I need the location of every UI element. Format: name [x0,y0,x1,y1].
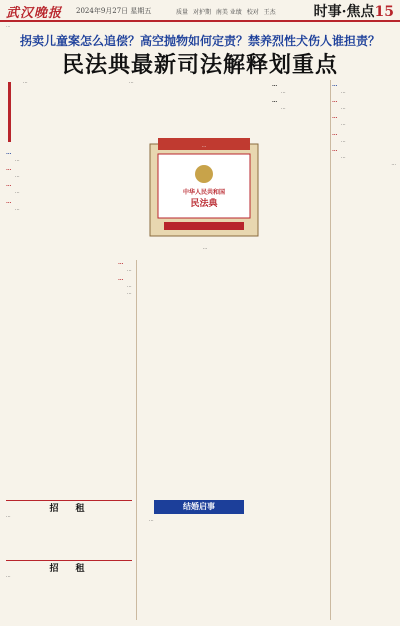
kicker-line: … [6,24,11,29]
left-column [6,148,132,440]
section-prefix: 时事· [313,4,347,20]
paragraph: … [149,518,154,523]
image-caption: … [202,246,208,251]
paragraph: … [341,122,346,128]
notice-badge: 结婚启事 [154,500,244,514]
notice-text [140,518,260,618]
question-heading: … [272,98,278,105]
column-divider [330,80,331,620]
ad-title: 招 租 [49,504,89,514]
question-heading: … [272,82,278,88]
masthead [0,0,400,22]
credit-item: 王杰 [263,9,276,16]
paragraph: … [127,284,132,290]
book-top-label: … [201,143,207,149]
book-title-line1: 中华人民共和国 [182,189,226,196]
credit-item: 校对 [246,9,259,16]
author-credit: … [391,162,396,168]
section-name: 焦点 [346,4,375,20]
paragraph: … [15,174,20,180]
section-heading: … [6,182,12,189]
sub-headline: 拐卖儿童案怎么追偿？高空抛物如何定责？禁养烈性犬伤人谁担责？ [19,34,380,48]
rental-ad-2 [6,560,132,580]
section-title [314,1,394,21]
section-heading: … [118,260,124,266]
paragraph: … [281,90,286,95]
section-heading: … [118,276,124,283]
newspaper-logo: 武汉晚报 [6,6,63,21]
credit-item: 南美 业绩 [215,9,242,16]
book-title-line2: 民法典 [190,199,218,209]
main-headline: 民法典最新司法解释划重点 [61,53,338,78]
staff-credits [176,7,279,16]
paragraph: … [15,190,20,196]
ad-text: … [6,514,11,519]
ad-title: 招 租 [49,564,89,574]
section-heading: … [332,82,338,88]
section-heading: … [6,166,12,173]
column-divider [136,260,137,620]
rental-ad-1 [6,500,132,520]
paragraph: … [341,106,346,112]
paragraph: … [127,291,132,297]
credit-item: 质量 [176,9,189,16]
section-heading: … [332,98,338,105]
middle-column [118,258,268,494]
section-heading: … [6,198,12,205]
paragraph: … [127,268,132,273]
paragraph: … [341,154,346,160]
middle-top-text [120,80,278,132]
page-number: 15 [374,4,394,20]
paragraph: … [15,206,20,212]
section-heading: … [332,130,338,137]
paragraph: … [341,90,346,95]
lead-accent-bar [8,82,11,142]
lead-paragraph [14,80,114,144]
credit-item: 对护期 [192,9,211,16]
center-right-column [272,80,328,490]
section-heading: … [332,146,338,153]
paragraph: … [341,138,346,144]
civil-code-book-illustration [144,134,264,242]
issue-date: 2024年9月27日 星期五 [76,7,152,15]
paragraph: … [15,158,20,163]
paragraph: … [129,80,134,85]
section-heading: … [6,150,12,156]
paragraph: … [281,106,286,112]
section-heading: … [332,114,338,121]
ad-text: … [6,574,11,579]
lead-text: … [23,80,28,85]
right-column [332,80,396,620]
